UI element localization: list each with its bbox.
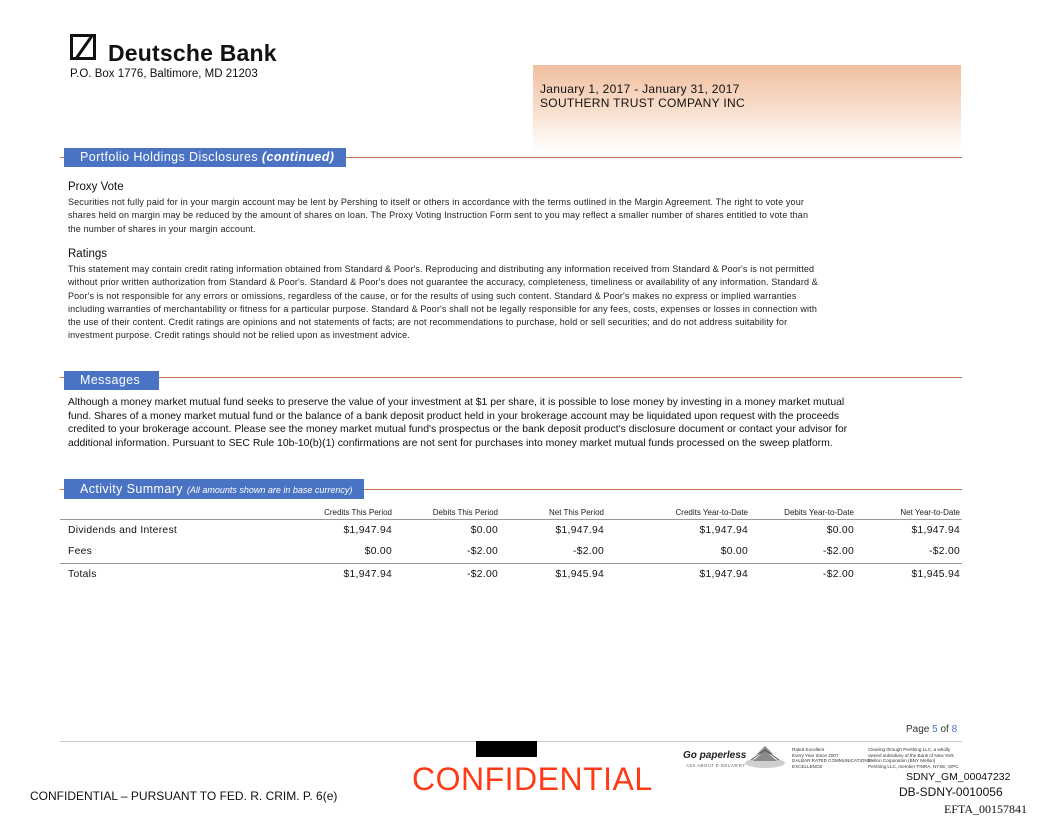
section-title-messages xyxy=(64,371,159,390)
text-line: EXCELLENCE xyxy=(792,763,823,769)
row-label: Fees xyxy=(68,546,93,557)
text-line: Mellon Corporation (BNY Mellon) xyxy=(868,758,936,764)
statement-period: January 1, 2017 - January 31, 2017 xyxy=(540,82,740,96)
section-title-portfolio xyxy=(64,148,346,167)
table-rule xyxy=(60,563,962,564)
table-cell: -$2.00 xyxy=(467,546,498,557)
row-label: Dividends and Interest xyxy=(68,525,178,536)
proxy-vote-text xyxy=(68,196,956,236)
table-cell: $1,945.94 xyxy=(555,569,604,580)
section-title-suffix: (continued) xyxy=(261,150,335,164)
table-cell: $1,947.94 xyxy=(555,525,604,536)
text-line: Although a money market mutual fund seeks to preserve the value of your investment at $1 per share, it is possible to lose money by investing in a money market mutual xyxy=(68,397,845,408)
section-title-activity xyxy=(64,479,364,499)
ratings-heading: Ratings xyxy=(68,248,107,260)
section-title-text: Activity Summary xyxy=(80,482,183,496)
text-line: Every Year Since 2007 xyxy=(792,752,839,758)
table-cell: $0.00 xyxy=(364,546,392,557)
page-total: 8 xyxy=(951,724,958,735)
section-subtitle: (All amounts shown are in base currency) xyxy=(186,485,353,495)
column-header: Net This Period xyxy=(549,508,604,517)
clearing-disclosure xyxy=(868,747,959,769)
client-name: SOUTHERN TRUST COMPANY INC xyxy=(540,96,745,110)
text-line: Securities not fully paid for in your margin account may be lent by Pershing to itself or others in accordance with the terms outlined in the Margin Agreement. The right to vote your xyxy=(68,197,804,207)
table-cell: $0.00 xyxy=(720,546,748,557)
section-rule xyxy=(60,377,962,378)
text-line: fund. Shares of a money market mutual fund or the balance of a bank deposit product held in your brokerage account may be liquidated upon request with the proceeds xyxy=(68,410,840,422)
table-cell: $1,947.94 xyxy=(911,525,960,536)
table-cell: -$2.00 xyxy=(823,569,854,580)
text-line: credited to your brokerage account. Please see the money market mutual fund's prospectus or the bank deposit product's disclosure document or contact your advisor for xyxy=(68,424,848,436)
table-cell: $0.00 xyxy=(470,525,498,536)
text-line: Pershing LLC, member FINRA, NYSE, SIPC xyxy=(868,763,959,769)
messages-text xyxy=(68,396,958,450)
text-line: owned subsidiary of the Bank of New York xyxy=(868,752,954,758)
text-line: Clearing through Pershing LLC, a wholly xyxy=(868,747,951,752)
confidential-stamp: CONFIDENTIAL xyxy=(412,761,653,797)
page-current: 5 xyxy=(932,724,938,735)
text-line: additional information. Pursuant to SEC Rule 10b-10(b)(1) confirmations are not sent for purchases into money market mutual funds processed on the sweep platform. xyxy=(68,437,833,449)
bates-number-sdny: SDNY_GM_00047232 xyxy=(906,771,1011,783)
text-line: the number of shares in your margin account. xyxy=(68,223,256,234)
text-line: without prior written authorization from Standard & Poor's. Standard & Poor's does not guarantee the accuracy, completeness, timeliness or availability of any information. Standard & xyxy=(68,277,818,288)
confidential-notice: CONFIDENTIAL – PURSUANT TO FED. R. CRIM. P. 6(e) xyxy=(30,789,338,803)
table-cell: $1,947.94 xyxy=(699,569,748,580)
dalbar-rating-text xyxy=(792,747,871,769)
text-line: shares held on margin may be reduced by the amount of shares on loan. The Proxy Voting Instruction Form sent to you may reflect a smaller number of shares entitled to vote than xyxy=(68,210,809,221)
row-label: Totals xyxy=(68,569,97,580)
text-line: Poor's is not responsible for any errors or omissions, regardless of the cause, or for the results of using such content. Standard & Poor's makes no express or implied warranties xyxy=(68,290,797,301)
text-line: including warranties of merchantability or fitness for a particular purpose. Standard & Poor's shall not be legally responsible for any fees, costs, expenses or losses in connection with xyxy=(68,303,817,314)
proxy-vote-heading: Proxy Vote xyxy=(68,181,124,193)
bates-number-db: DB-SDNY-0010056 xyxy=(899,785,1003,799)
bank-address: P.O. Box 1776, Baltimore, MD 21203 xyxy=(70,68,258,80)
table-cell: $1,947.94 xyxy=(343,569,392,580)
table-cell: $0.00 xyxy=(826,525,854,536)
section-title-text: Portfolio Holdings Disclosures xyxy=(80,150,259,164)
column-header: Credits Year-to-Date xyxy=(675,508,748,517)
table-cell: $1,945.94 xyxy=(911,569,960,580)
text-line: the use of their content. Credit ratings are opinions and not statements of facts; are not recommendations to purchase, hold or sell securities; and do not address suitability for xyxy=(68,317,788,328)
e-delivery-label: ASK ABOUT E-DELIVERY xyxy=(686,763,746,768)
page-label: Page xyxy=(906,724,930,735)
table-cell: -$2.00 xyxy=(929,546,960,557)
column-header: Debits This Period xyxy=(432,508,498,517)
redaction-box xyxy=(476,741,537,757)
brand-name: Deutsche Bank xyxy=(108,40,277,66)
section-title-text: Messages xyxy=(80,373,141,387)
table-cell: -$2.00 xyxy=(573,546,604,557)
text-line: This statement may contain credit rating information obtained from Standard & Poor's. Reproducing and distributing any information received from Standard & Poor's is not permitted xyxy=(68,264,815,274)
table-cell: -$2.00 xyxy=(467,569,498,580)
go-paperless-label: Go paperless xyxy=(683,750,747,761)
text-line: Rated Excellent xyxy=(792,747,825,752)
ratings-text xyxy=(68,263,956,343)
table-rule xyxy=(60,519,962,520)
text-line: DALBAR RATED COMMUNICATIONS xyxy=(792,758,871,764)
dalbar-award-icon xyxy=(743,744,787,770)
table-cell: $1,947.94 xyxy=(343,525,392,536)
deutsche-bank-logo-icon xyxy=(70,34,96,60)
efta-number: EFTA_00157841 xyxy=(944,802,1028,816)
column-header: Debits Year-to-Date xyxy=(784,508,854,517)
column-header: Credits This Period xyxy=(324,508,392,517)
column-header: Net Year-to-Date xyxy=(900,508,960,517)
page-of: of xyxy=(940,724,949,735)
text-line: investment purpose. Credit ratings should not be relied upon as investment advice. xyxy=(68,330,410,341)
table-cell: -$2.00 xyxy=(823,546,854,557)
page-number xyxy=(906,724,957,735)
table-cell: $1,947.94 xyxy=(699,525,748,536)
